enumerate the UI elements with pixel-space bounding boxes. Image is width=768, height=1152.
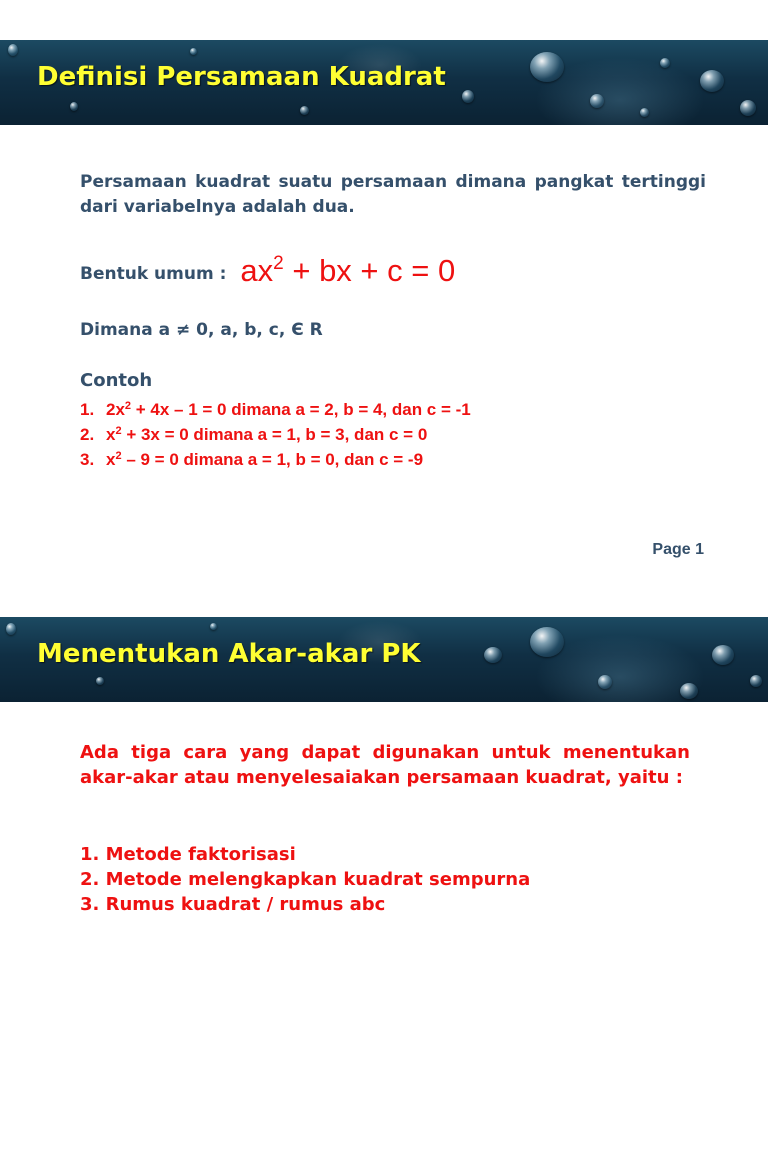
formula-exponent: 2 xyxy=(273,253,284,274)
general-form-formula xyxy=(240,253,455,288)
list-number: 3. xyxy=(80,450,95,469)
slide-2 xyxy=(0,577,768,1152)
examples-heading: Contoh xyxy=(80,370,153,391)
example-exponent: 2 xyxy=(115,425,122,437)
methods-list xyxy=(80,842,530,917)
water-drop-decoration xyxy=(700,70,724,92)
example-term: + 4x – 1 = 0 dimana a = 2, b = 4, dan c = -1 xyxy=(131,400,471,419)
page-number: Page 1 xyxy=(652,541,704,558)
water-drop-decoration xyxy=(96,677,104,685)
example-term: 2x xyxy=(106,400,125,419)
water-drop-decoration xyxy=(590,94,604,108)
formula-term: + bx + c = 0 xyxy=(283,253,456,288)
example-term: x xyxy=(106,450,116,469)
list-number: 2. xyxy=(80,425,95,444)
title-banner xyxy=(0,40,768,125)
example-term: + 3x = 0 dimana a = 1, b = 3, dan c = 0 xyxy=(121,425,428,444)
list-item: 1. Metode faktorisasi xyxy=(80,844,296,865)
formula-term: ax xyxy=(240,253,274,288)
example-term: – 9 = 0 dimana a = 1, b = 0, dan c = -9 xyxy=(121,450,424,469)
slide-1 xyxy=(0,0,768,575)
water-drop-decoration xyxy=(190,48,197,55)
water-drop-decoration xyxy=(598,675,612,689)
water-drop-decoration xyxy=(740,100,756,116)
example-term: x xyxy=(106,425,116,444)
water-drop-decoration xyxy=(462,90,474,103)
water-drop-decoration xyxy=(300,106,309,115)
water-drop-decoration xyxy=(640,108,649,117)
water-drop-decoration xyxy=(484,647,502,663)
example-exponent: 2 xyxy=(124,400,132,412)
water-drop-decoration xyxy=(750,675,762,687)
example-exponent: 2 xyxy=(115,450,122,462)
water-drop-decoration xyxy=(530,52,564,82)
list-item xyxy=(80,422,471,447)
slide-title: Definisi Persamaan Kuadrat xyxy=(37,62,446,92)
conditions-text: Dimana a ≠ 0, a, b, c, Є R xyxy=(80,320,323,340)
water-drop-decoration xyxy=(530,627,564,657)
list-item: 2. Metode melengkapkan kuadrat sempurna xyxy=(80,869,531,890)
methods-intro-text: Ada tiga cara yang dapat digunakan untuk menentukan akar-akar atau menyelesaiakan persamaan kuadrat, yaitu : xyxy=(80,742,690,788)
water-drop-decoration xyxy=(6,623,16,635)
list-item xyxy=(80,447,471,472)
list-number: 1. xyxy=(80,400,95,419)
list-item xyxy=(80,397,471,422)
slide-title: Menentukan Akar-akar PK xyxy=(37,639,421,669)
water-drop-decoration xyxy=(680,683,698,699)
examples-list xyxy=(80,397,471,472)
water-drop-decoration xyxy=(210,623,217,630)
definition-text: Persamaan kuadrat suatu persamaan dimana pangkat tertinggi dari variabelnya adalah dua. xyxy=(80,172,706,217)
title-banner xyxy=(0,617,768,702)
water-drop-decoration xyxy=(70,102,78,111)
list-item: 3. Rumus kuadrat / rumus abc xyxy=(80,894,386,915)
general-form-label: Bentuk umum : xyxy=(80,264,227,284)
water-drop-decoration xyxy=(660,58,670,68)
water-drop-decoration xyxy=(8,44,18,56)
general-form xyxy=(80,253,455,289)
water-drop-decoration xyxy=(712,645,734,665)
